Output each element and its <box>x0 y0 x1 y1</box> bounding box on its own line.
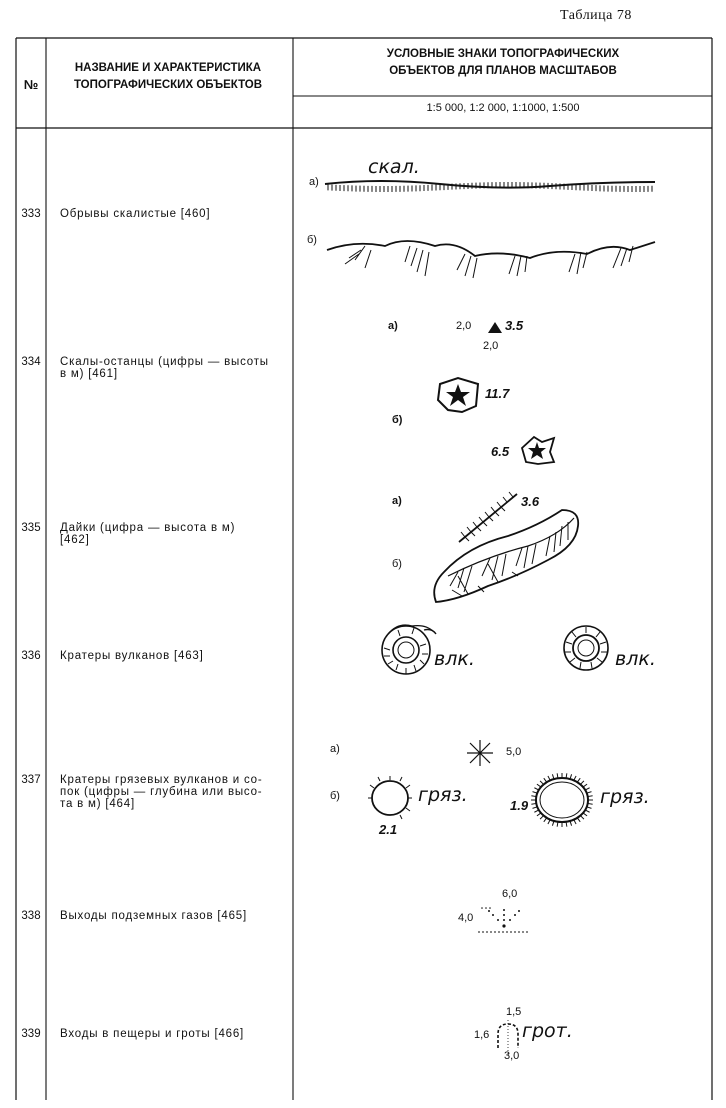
row-number-339: 339 <box>21 1028 41 1040</box>
dimension-1-5: 1,5 <box>506 1006 522 1018</box>
variant-b-label: б) <box>392 558 402 570</box>
mud-volcano-star-icon <box>464 738 496 768</box>
mud-volcano-label-1: гряз. <box>418 784 468 806</box>
variant-a-label: а) <box>388 320 398 332</box>
depth-5-0: 5,0 <box>506 746 522 758</box>
dimension-2-0: 2,0 <box>456 320 472 332</box>
dimension-2-0-below: 2,0 <box>483 340 499 352</box>
volcano-crater-symbol-1 <box>378 618 440 678</box>
cave-label-text: грот. <box>522 1020 573 1042</box>
column-header-symbols-line1: УСЛОВНЫЕ ЗНАКИ ТОПОГРАФИЧЕСКИХ <box>386 48 620 60</box>
column-header-symbols-line2: ОБЪЕКТОВ ДЛЯ ПЛАНОВ МАСШТАБОВ <box>389 65 617 77</box>
height-1-9: 1.9 <box>510 798 529 813</box>
row-description-334 <box>60 356 284 380</box>
volcano-label-1: влк. <box>434 648 475 670</box>
dike-ridge-symbol-b <box>428 506 584 606</box>
remnant-rock-triangle-icon <box>486 320 506 336</box>
remnant-rock-star-small-icon <box>518 434 558 468</box>
desc-line: пок (цифры — глубина или высо- <box>60 786 263 798</box>
scales-subheader: 1:5 000, 1:2 000, 1:1000, 1:500 <box>426 102 580 114</box>
gas-outlet-symbol <box>478 900 530 936</box>
row-number-338: 338 <box>21 910 41 922</box>
variant-a-label: а) <box>392 495 402 507</box>
variant-a-label: а) <box>309 176 319 188</box>
variant-b-label: б) <box>307 234 317 246</box>
height-3-5: 3.5 <box>505 318 524 333</box>
row-number-333: 333 <box>21 208 41 220</box>
rock-cliff-symbol-b <box>325 232 665 282</box>
volcano-crater-symbol-2 <box>560 622 616 674</box>
row-description-338 <box>60 910 284 922</box>
dimension-6-0: 6,0 <box>502 888 518 900</box>
desc-line: Выходы подземных газов [465] <box>60 910 247 922</box>
variant-b-label: б) <box>330 790 340 802</box>
row-description-335 <box>60 522 284 546</box>
column-header-name-line2: ТОПОГРАФИЧЕСКИХ ОБЪЕКТОВ <box>73 79 263 91</box>
mud-volcano-label-2: гряз. <box>600 786 650 808</box>
row-description-333 <box>60 208 284 220</box>
row-description-337 <box>60 774 284 810</box>
variant-a-label: а) <box>330 743 340 755</box>
dimension-4-0: 4,0 <box>458 912 474 924</box>
row-number-335: 335 <box>21 522 41 534</box>
row-number-336: 336 <box>21 650 41 662</box>
row-description-336 <box>60 650 284 662</box>
height-6-5: 6.5 <box>491 444 510 459</box>
desc-line: Скалы-останцы (цифры — высоты <box>60 356 269 368</box>
desc-line: [462] <box>60 534 90 546</box>
desc-line: та в м) [464] <box>60 798 135 810</box>
dimension-1-6: 1,6 <box>474 1029 490 1041</box>
desc-line: Дайки (цифра — высота в м) <box>60 522 236 534</box>
desc-line: в м) [461] <box>60 368 118 380</box>
table-caption: Таблица 78 <box>560 8 632 23</box>
depth-2-1: 2.1 <box>379 822 398 837</box>
variant-b-label: б) <box>392 414 403 426</box>
rock-label-text: скал. <box>368 156 420 178</box>
height-3-6: 3.6 <box>521 494 540 509</box>
rock-cliff-symbol-a <box>320 176 660 206</box>
row-number-334: 334 <box>21 356 41 368</box>
dimension-3-0: 3,0 <box>504 1050 520 1062</box>
column-header-symbols <box>296 46 710 80</box>
column-header-name <box>48 60 288 94</box>
desc-line: Обрывы скалистые [460] <box>60 208 211 220</box>
mud-crater-symbol-2 <box>526 768 598 830</box>
remnant-rock-star-large-icon <box>436 376 482 416</box>
column-header-number: № <box>23 77 39 92</box>
column-header-name-line1: НАЗВАНИЕ И ХАРАКТЕРИСТИКА <box>74 62 262 74</box>
desc-line: Кратеры вулканов [463] <box>60 650 204 662</box>
row-description-339 <box>60 1028 284 1040</box>
desc-line: Входы в пещеры и гроты [466] <box>60 1028 245 1040</box>
volcano-label-2: влк. <box>615 648 656 670</box>
mud-crater-symbol-1 <box>366 774 416 822</box>
row-number-337: 337 <box>21 774 41 786</box>
cave-entrance-symbol <box>494 1020 524 1054</box>
desc-line: Кратеры грязевых вулканов и со- <box>60 774 263 786</box>
height-11-7: 11.7 <box>485 386 510 401</box>
